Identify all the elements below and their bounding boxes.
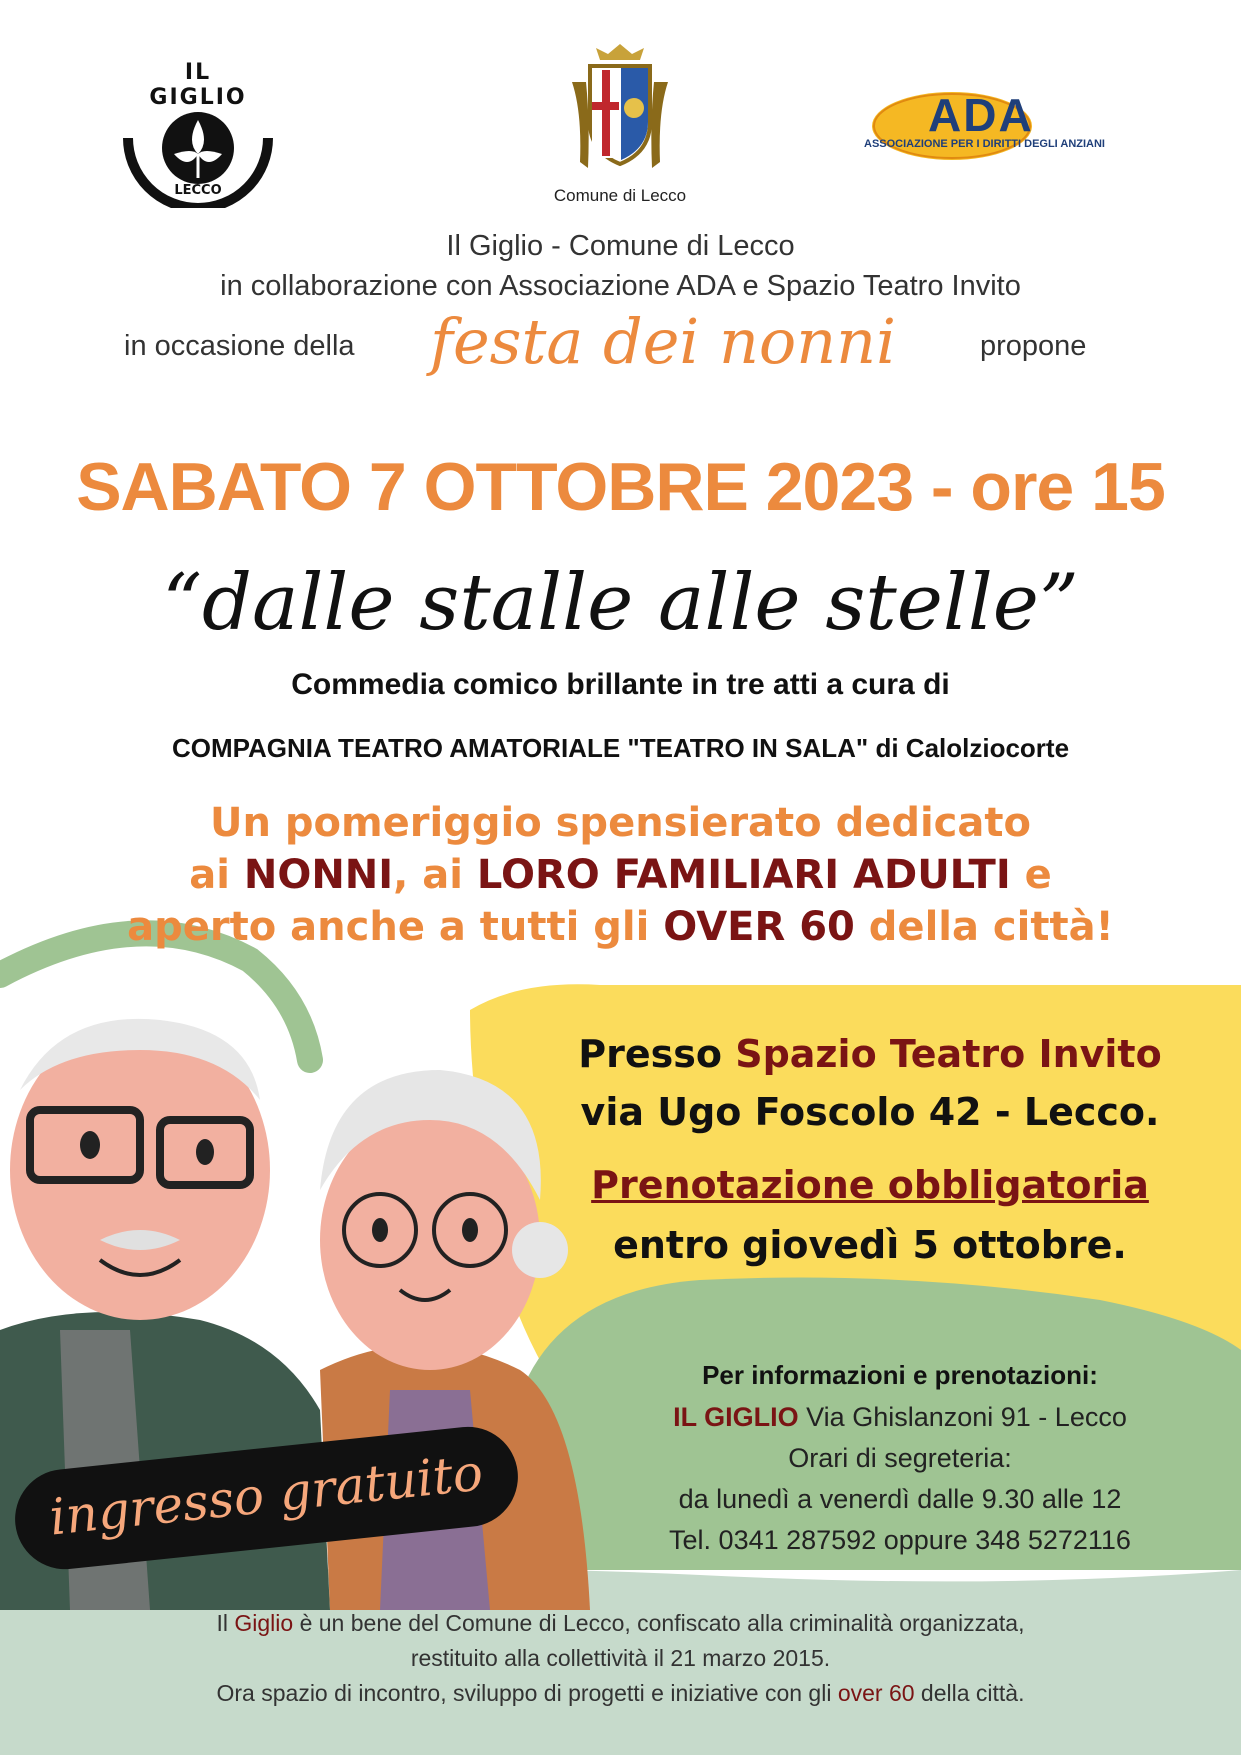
- footer-line-2: restituito alla collettività il 21 marzo 2015.: [410, 1645, 831, 1671]
- tagline-line-2: [0, 852, 1241, 898]
- show-title: “dalle stalle alle stelle”: [162, 558, 1079, 648]
- venue-line: [560, 1032, 1180, 1076]
- venue-name: Spazio Teatro Invito: [735, 1032, 1162, 1076]
- tagline-l2a: ai: [189, 852, 244, 898]
- tagline-l2c: , ai: [393, 852, 477, 898]
- footer-over60: over 60: [837, 1680, 915, 1706]
- coat-of-arms-icon: [560, 42, 680, 182]
- venue-presso: Presso: [578, 1032, 736, 1076]
- booking-required: Prenotazione obbligatoria: [591, 1163, 1149, 1207]
- info-hours: da lunedì a venerdì dalle 9.30 alle 12: [678, 1484, 1122, 1514]
- info-phone: Tel. 0341 287592 oppure 348 5272116: [669, 1525, 1131, 1555]
- tagline-l2e: e: [1010, 852, 1052, 898]
- giglio-logo-bottom-text: LECCO: [174, 183, 222, 198]
- info-org-line: [610, 1402, 1190, 1433]
- info-org: IL GIGLIO: [673, 1402, 799, 1432]
- ada-logo: [862, 88, 1142, 168]
- intro-line-3-left: in occasione della: [124, 330, 355, 362]
- footer-a1: Il: [216, 1610, 235, 1636]
- footer-line-3: [0, 1680, 1241, 1707]
- info-hours-label: Orari di segreteria:: [788, 1443, 1012, 1473]
- festa-dei-nonni-script: festa dei nonni: [430, 305, 896, 378]
- giglio-logo-top-text: IL GIGLIO: [149, 60, 247, 110]
- tagline-l3a: aperto anche a tutti gli: [127, 904, 664, 950]
- footer-c1: Ora spazio di incontro, sviluppo di progetti e iniziative con gli: [216, 1680, 838, 1706]
- tagline-nonni: NONNI: [243, 852, 394, 898]
- tagline-line-1: Un pomeriggio spensierato dedicato: [210, 800, 1031, 846]
- tagline-familiari: LORO FAMILIARI ADULTI: [476, 852, 1011, 898]
- info-heading: Per informazioni e prenotazioni:: [702, 1360, 1098, 1390]
- tagline-line-3: [0, 904, 1241, 950]
- company-name: COMPAGNIA TEATRO AMATORIALE "TEATRO IN SALA" di Calolziocorte: [171, 733, 1070, 763]
- tagline-l3c: della città!: [854, 904, 1114, 950]
- tagline-over60: OVER 60: [663, 904, 855, 950]
- footer-line-1: [0, 1610, 1241, 1637]
- intro-line-2: in collaborazione con Associazione ADA e Spazio Teatro Invito: [220, 270, 1021, 302]
- ada-logo-name: ADA: [928, 89, 1034, 141]
- intro-line-3-right: propone: [980, 330, 1087, 362]
- intro-line-1: Il Giglio - Comune di Lecco: [446, 230, 795, 262]
- free-entry-text: ingresso gratuito: [46, 1443, 486, 1547]
- footer-a3: è un bene del Comune di Lecco, confiscato alla criminalità organizzata,: [293, 1610, 1025, 1636]
- info-org-address: Via Ghislanzoni 91 - Lecco: [798, 1402, 1127, 1432]
- footer-c3: della città.: [914, 1680, 1025, 1706]
- booking-deadline: entro giovedì 5 ottobre.: [613, 1223, 1127, 1267]
- giglio-logo: [118, 58, 278, 208]
- show-subtitle: Commedia comico brillante in tre atti a cura di: [291, 668, 950, 701]
- ada-logo-subtitle: ASSOCIAZIONE PER I DIRITTI DEGLI ANZIANI: [864, 138, 1105, 150]
- footer-giglio: Giglio: [234, 1610, 294, 1636]
- event-date-time: SABATO 7 OTTOBRE 2023 - ore 15: [76, 449, 1165, 525]
- venue-address: via Ugo Foscolo 42 - Lecco.: [580, 1090, 1160, 1134]
- comune-caption: Comune di Lecco: [553, 186, 687, 205]
- comune-logo: [520, 42, 720, 212]
